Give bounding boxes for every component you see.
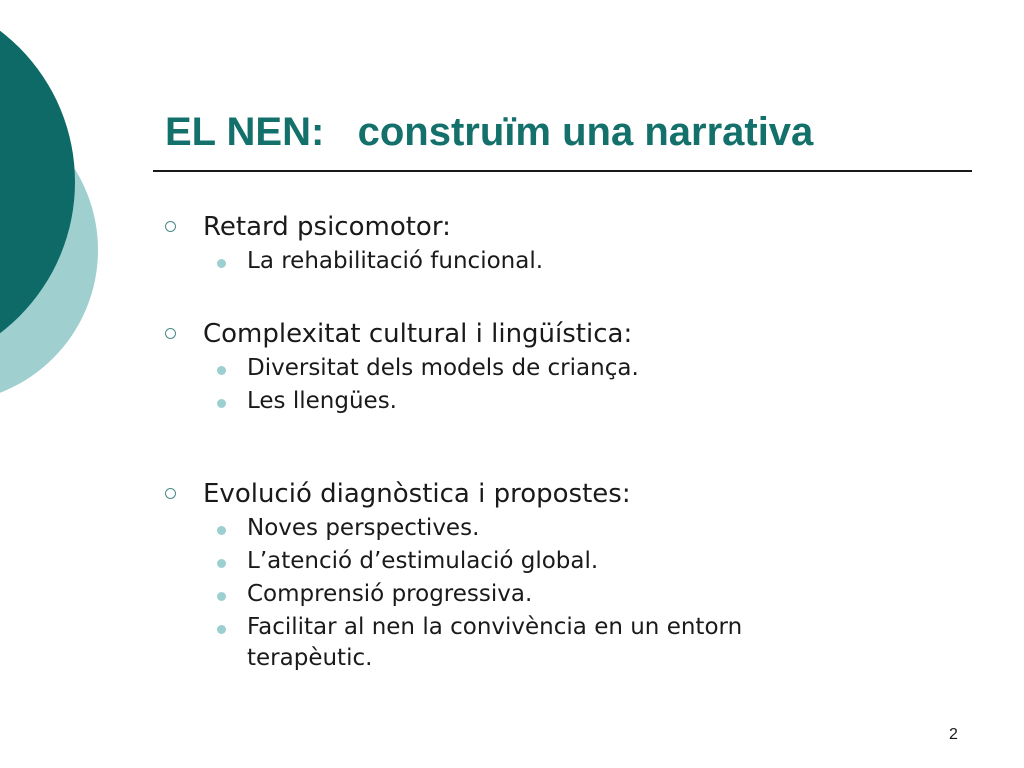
sub-bullet-text: Facilitar al nen la convivència en un entorn terapèutic. bbox=[247, 614, 743, 671]
sub-bullet-text: Comprensió progressiva. bbox=[247, 581, 533, 607]
sub-bullet-text: Noves perspectives. bbox=[247, 515, 480, 541]
sub-bullet-text: Les llengües. bbox=[247, 388, 397, 414]
filled-dot-icon bbox=[217, 592, 226, 601]
bullet-item-complexitat-cultural bbox=[0, 317, 1024, 417]
hollow-circle-icon bbox=[165, 328, 176, 339]
hollow-circle-icon bbox=[165, 488, 176, 499]
bullet-text: Complexitat cultural i lingüística: bbox=[203, 319, 633, 349]
filled-dot-icon bbox=[217, 625, 226, 634]
bullet-text: Retard psicomotor: bbox=[203, 212, 451, 242]
filled-dot-icon bbox=[217, 526, 226, 535]
bullet-item-evolucio-diagnostica bbox=[0, 477, 1024, 674]
sub-bullet-text: L’atenció d’estimulació global. bbox=[247, 548, 599, 574]
page-number: 2 bbox=[949, 726, 958, 743]
filled-dot-icon bbox=[217, 399, 226, 408]
filled-dot-icon bbox=[217, 559, 226, 568]
filled-dot-icon bbox=[217, 366, 226, 375]
filled-dot-icon bbox=[217, 259, 226, 268]
sub-bullet-text: La rehabilitació funcional. bbox=[247, 248, 544, 274]
slide-title: EL NEN: construïm una narrativa bbox=[165, 110, 814, 154]
sub-bullet-text: Diversitat dels models de criança. bbox=[247, 355, 639, 381]
bullet-text: Evolució diagnòstica i propostes: bbox=[203, 479, 631, 509]
bullet-item-retard-psicomotor bbox=[0, 210, 1024, 277]
hollow-circle-icon bbox=[165, 221, 176, 232]
